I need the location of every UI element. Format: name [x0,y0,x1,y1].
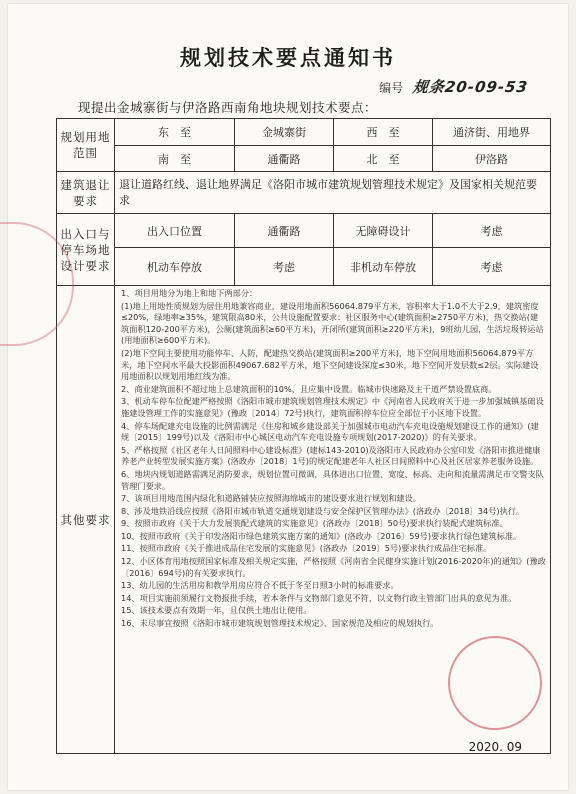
intro-text: 现提出金城寨街与伊洛路西南角地块规划技术要点： [78,100,378,115]
nonmotor-parking-label: 非机动车停放 [334,248,433,286]
entrance-label: 出入口位置 [115,214,235,248]
setback-text: 退让道路红线、退让地界满足《洛阳市城市建筑规划管理技术规定》及国家相关规范要求 [115,172,551,214]
list-item: 15、该技术要点有效期一年，且仅供土地出让使用。 [121,605,312,616]
issue-date: 2020. 09 [468,740,522,754]
east-label: 东 至 [115,119,235,146]
south-value: 通衢路 [235,146,334,172]
table-row [57,214,551,248]
list-item: 3、机动车停车位配建严格按照《洛阳市城市建筑规划管理技术规定》中《河南省人民政府关于进一步加强城镇基础设施建设管理工作的实施意见》(豫政〔2014〕72号)执行，建筑面积停车位应全部位于小区地下设置。 [121,396,544,418]
list-item: 11、按照市政府《关于推进成品住宅发展的实施意见》(洛政办〔2019〕5号)要求执行成品住宅标准。 [121,543,492,554]
list-item: 14、项目实施前须履行文物报批手续，若本条件与文物部门意见不符，以文物行政主管部门出具的意见为准。 [121,592,517,603]
motor-parking-label: 机动车停放 [115,248,235,286]
list-item: (1)地上用地性质规划为居住用地兼容商业，建设用地面积56064.879平方米，容积率大于1.0不大于2.9，建筑密度≤20%，绿地率≥35%，建筑限高80米，公共设施配置要求：社区服务中心(建筑面积≥2750平方米)，热交换站(建筑面积120-200平方米)，公厕(建筑面积≥60平方米)，开闭所(建筑面积≥220平方米)，9班幼儿园，生活垃圾转运站(用地面积≥600平方米)。 [121,300,544,346]
list-item: 13、幼儿园的生活用房和教学用房应符合不低于冬至日照3小时的标准要求。 [121,580,399,591]
table-row [57,119,551,146]
other-label: 其他要求 [57,286,115,754]
access-label: 出入口与停车场地设计要求 [57,214,115,286]
document-number-label: 编号 [379,81,404,95]
document-number-value: 规条20-09-53 [411,78,530,96]
document-title: 规划技术要点通知书 [180,45,396,70]
other-items-list [115,286,550,633]
table-row [57,248,551,286]
south-label: 南 至 [115,146,235,172]
document-number [379,76,528,97]
list-item: 4、停车场配建充电设施的比例需满足《住房和城乡建设部关于加强城市电动汽车充电设施规划建设工作的通知》(建规〔2015〕199号)以及《洛阳市中心城区电动汽车充电设施专项规划(2017-2020)》的有关要求。 [121,420,539,443]
setback-label: 建筑退让要求 [57,172,115,214]
list-item: 16、未尽事宜按照《洛阳市城市建筑规划管理技术规定》、国家规范及相应的规划执行。 [121,618,439,629]
list-item: 10、按照市政府《关于印发洛阳市绿色建筑实施方案的通知》(洛政办〔2016〕59号)要求执行绿色建筑标准。 [121,530,522,541]
table-row [57,146,551,172]
list-item: (2)地下空间主要使用功能停车、人防，配建热交换站(建筑面积≥200平方米)，地下空间用地面积56064.879平方米，地下空间水平最大投影面积49067.682平方米，地下空间建设深度≤30米，地下空间开发层数≤2层。实际建设用地面积以规划用地红线为准。 [121,347,539,382]
scope-label: 规划用地范围 [57,119,115,172]
barrier-free-label: 无障碍设计 [334,214,433,248]
list-item: 2、商业建筑面积不超过地上总建筑面积的10%，且应集中设置。临城市快速路及主干道严禁设置底商。 [121,383,497,394]
list-item: 8、涉及地铁沿线应按照《洛阳市城市轨道交通规划建设与安全保护区管理办法》(洛政办〔2018〕34号)执行。 [121,505,525,516]
table-row [57,172,551,214]
motor-parking-value: 考虑 [235,248,334,286]
official-seal [448,636,542,730]
list-item: 7、该项目用地范围内绿化和道路铺装应按照海绵城市的建设要求进行规划和建设。 [121,493,421,504]
west-label: 西 至 [334,119,433,146]
list-item: 6、地块内规划道路需满足消防要求，规划位置可微调，具体进出口位置、宽度、标高、走向和流量需满足市交警支队管理门要求。 [121,468,544,491]
entrance-value: 通衢路 [235,214,334,248]
list-item: 5、严格按照《社区老年人日间照料中心建设标准》(建标143-2010)及洛阳市人民政府办公室印发《洛阳市推进健康养老产业转型发展实施方案》(洛政办〔2018〕1号)的规定配建老年人社区日间照料中心及社区居家养老服务设施。 [121,444,541,467]
barrier-free-value: 考虑 [433,214,551,248]
east-value: 金城寨街 [235,119,334,146]
list-item: 9、按照市政府《关于大力发展装配式建筑的实施意见》(洛政办〔2018〕50号)要求执行装配式建筑标准。 [121,518,508,529]
north-label: 北 至 [334,146,433,172]
list-item: 12、小区体育用地按照国家标准及相关规定实施，严格按照《河南省全民健身实施计划(2016-2020年)的通知》(豫政〔2016〕694号)的有关要求执行。 [121,556,546,578]
nonmotor-parking-value: 考虑 [433,248,551,286]
list-item: 1、项目用地分为地上和地下两部分： [121,288,258,298]
north-value: 伊洛路 [433,146,551,172]
west-value: 通济街、用地界 [433,119,551,146]
